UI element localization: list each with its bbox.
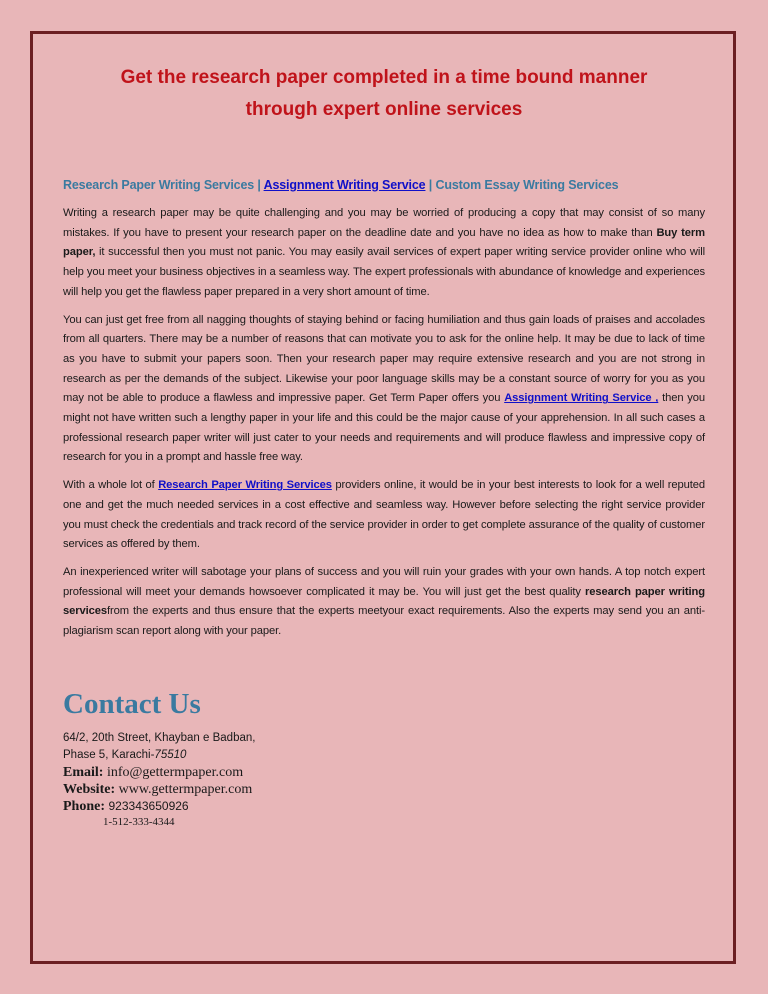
phone-value-1: 923343650926 [108, 798, 189, 813]
contact-email: Email: info@gettermpaper.com [63, 764, 244, 780]
paragraph-4: An inexperienced writer will sabotage your plans of success and you will ruin your grades with your own hands. A top notch expert professional will meet your demands howsoever complicated it may be. You will just get the best quality research paper writing servicesfrom the experts and thus ensure that the experts meetyour exact requirements. Also the experts may send you an anti-plagiarism scan report along with your paper. [63, 565, 705, 638]
contact-website: Website: www.gettermpaper.com [63, 781, 253, 797]
buy-term-paper-keyword: Buy term paper, [63, 226, 705, 259]
email-value[interactable]: info@gettermpaper.com [106, 764, 244, 780]
contact-phone: Phone: 923343650926 [63, 798, 189, 814]
contact-us-heading: Contact Us [63, 687, 201, 720]
assignment-writing-service-link[interactable]: Assignment Writing Service [263, 178, 426, 192]
address-line-1: 64/2, 20th Street, Khayban e Badban, [63, 731, 256, 744]
title-line-1: Get the research paper completed in a time bound manner [120, 67, 648, 88]
website-value[interactable]: www.gettermpaper.com [118, 781, 253, 797]
address-line-2: Phase 5, Karachi-75510 [63, 748, 187, 761]
phone-value-2: 1-512-333-4344 [103, 815, 175, 828]
title-line-2: through expert online services [245, 99, 523, 120]
research-paper-writing-services-keyword: research paper writing services [63, 585, 705, 618]
paragraph-1: Writing a research paper may be quite challenging and you may be worried of producing a copy that may consist of so many mistakes. If you have to present your research paper on the deadline date and you have no idea as how to make than Buy term paper, it successful then you must not panic. You may easily avail services of expert paper writing service provider online who will help you meet your business objectives in a seamless way. The expert professionals with abundance of knowledge and experiences will help you get the flawless paper prepared in a very short amount of time. [63, 207, 705, 298]
zip-code: 75510 [154, 748, 187, 761]
assignment-writing-service-inline-link[interactable]: Assignment Writing Service , [504, 392, 659, 405]
research-paper-writing-services-link[interactable]: Research Paper Writing Services [158, 479, 332, 492]
paragraph-2: You can just get free from all nagging thoughts of staying behind or facing humiliation and thus gain loads of praises and accolades from all quarters. There may be a number of reasons that can motivate you to ask for the online help. It may be due to lack of time as you have to submit your papers soon. Then your research paper may require extensive research and you are not strong in research as per the demands of the subject. Likewise your poor language skills may be a constant source of worry for you as you may not be able to produce a flawless and impressive paper. Get Term Paper offers you Assignment Writing Service , then you might not have written such a lengthy paper in your life and this could be the major cause of your apprehension. In all such cases a professional research paper writer will just cater to your needs and requirements and will produce flawless and impressive copy of research for you in a prompt and hassle free way. [63, 313, 705, 464]
document-body [63, 62, 705, 830]
page-title [63, 62, 705, 126]
paragraph-3: With a whole lot of Research Paper Writing Services providers online, it would be in your best interests to look for a well reputed one and get the much needed services in a cost effective and seamless way. However before selecting the right service provider you must check the credentials and track record of the service provider in order to get complete assurance of the quality of customer services as offered by them. [63, 479, 705, 551]
services-links-line: Research Paper Writing Services | Assignment Writing Service | Custom Essay Writing Services [63, 178, 619, 192]
contact-address [63, 730, 705, 764]
